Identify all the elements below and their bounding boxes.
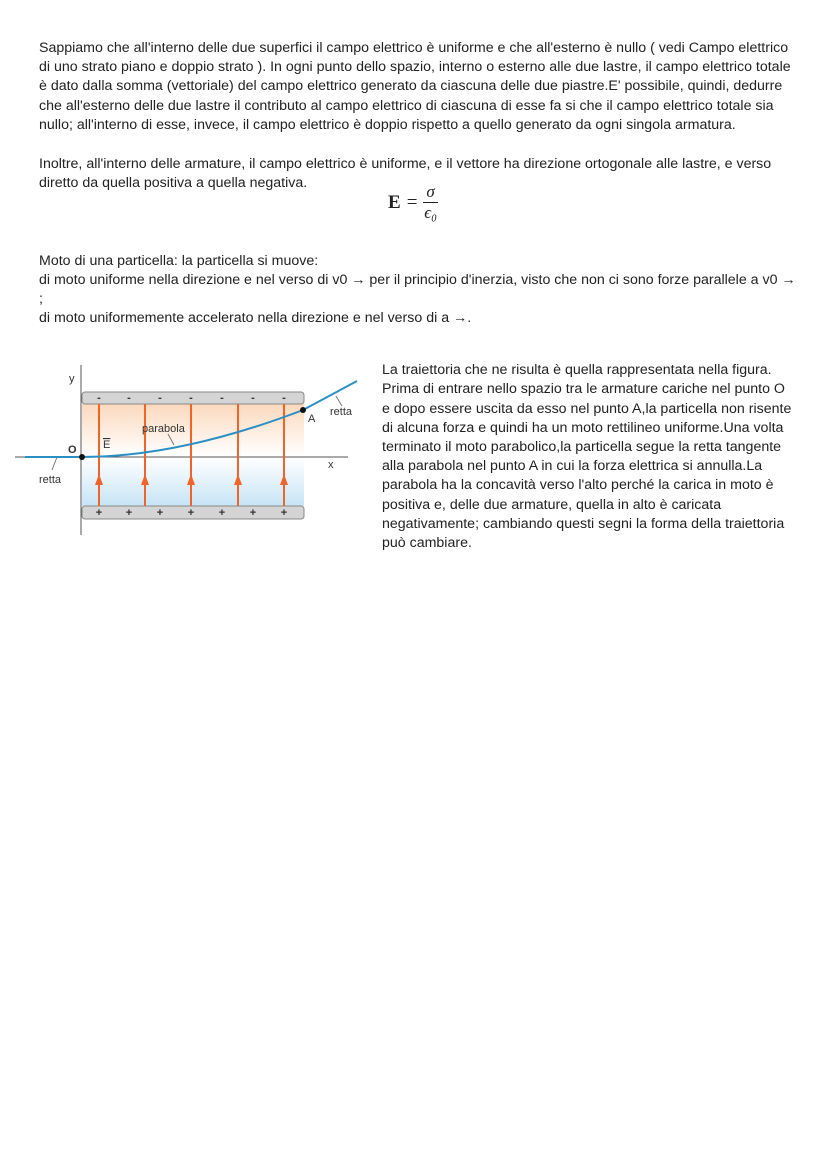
trajectory-description: La traiettoria che ne risulta è quella rappresentata nella figura. Prima di entrare nello spazio tra le armature cariche nel punto O e dopo essere uscita da esso nel punto A,la particella non risente di alcuna forza e quindi ha un moto rettilineo uniforme.Una volta terminato il moto parabolico,la particella segue la retta tangente alla parabola nel punto A in cui la forza elettrica si annulla.La parabola ha la concavità verso l'alto perché la carica in moto è positiva e, delle due armature, quella in alto è caricata negativamente; cambiando questi segni la forma della traiettoria può cambiare. [382, 362, 792, 552]
retta-right-leader [336, 396, 342, 406]
formula-fraction [423, 182, 437, 223]
minus-sign: - [220, 392, 224, 404]
origin-label: O [68, 444, 77, 456]
plus-sign: + [187, 507, 195, 519]
plus-sign: + [280, 507, 288, 519]
field-label: E [103, 439, 111, 451]
minus-sign: - [127, 392, 131, 404]
motion-item-accelerated: di moto uniformemente accelerato nella direzione e nel verso di a →. [39, 310, 472, 326]
y-axis-label: y [69, 373, 75, 385]
point-a-label: A [308, 413, 316, 425]
field-formula [388, 182, 438, 223]
plus-sign: + [156, 507, 164, 519]
field-direction-paragraph: Inoltre, all'interno delle armature, il campo elettrico è uniforme, e il vettore ha direzione ortogonale alle lastre, e verso diretto da quella positiva a quella negativa. [39, 156, 772, 192]
plus-sign: + [125, 507, 133, 519]
minus-sign: - [189, 392, 193, 404]
minus-sign: - [251, 392, 255, 404]
parabola-label: parabola [142, 423, 185, 435]
retta-left-leader [52, 457, 57, 470]
upper-field-region [82, 404, 304, 456]
formula-denominator: ϵ₀ [424, 203, 437, 222]
intro-paragraph: Sappiamo che all'interno delle due superfici il campo elettrico è uniforme e che all'esterno è nullo ( vedi Campo elettrico di uno strato piano e doppio strato ). In ogni punto dello spazio, interno o esterno alle due lastre, il campo elettrico totale è dato dalla somma (vettoriale) del campo elettrico generato da ciascuna delle due piastre.E' possibile, quindi, dedurre che all'esterno delle due lastre il contributo al campo elettrico di ciascuna di esse fa si che il campo elettrico totale sia nullo; all'interno di esse, invece, il campo elettrico è doppio rispetto a quello generato da ogni singola armatura. [39, 40, 791, 133]
capacitor-trajectory-figure [0, 340, 370, 540]
origin-point [79, 454, 85, 460]
minus-sign: - [158, 392, 162, 404]
point-a [300, 407, 306, 413]
formula-equals: = [406, 191, 418, 213]
retta-right-label: retta [330, 406, 353, 418]
formula-numerator: σ [423, 182, 437, 203]
negative-plate [82, 392, 304, 404]
motion-title: Moto di una particella: la particella si muove: [39, 253, 319, 269]
retta-left-label: retta [39, 474, 62, 486]
minus-sign: - [97, 392, 101, 404]
plus-sign: + [249, 507, 257, 519]
formula-lhs: E [388, 191, 401, 213]
plus-sign: + [218, 507, 226, 519]
motion-item-uniform: di moto uniforme nella direzione e nel verso di v0 → per il principio d'inerzia, visto che non ci sono forze parallele a v0 → ; [39, 272, 796, 308]
minus-sign: - [282, 392, 286, 404]
plus-sign: + [95, 507, 103, 519]
x-axis-label: x [328, 459, 334, 471]
